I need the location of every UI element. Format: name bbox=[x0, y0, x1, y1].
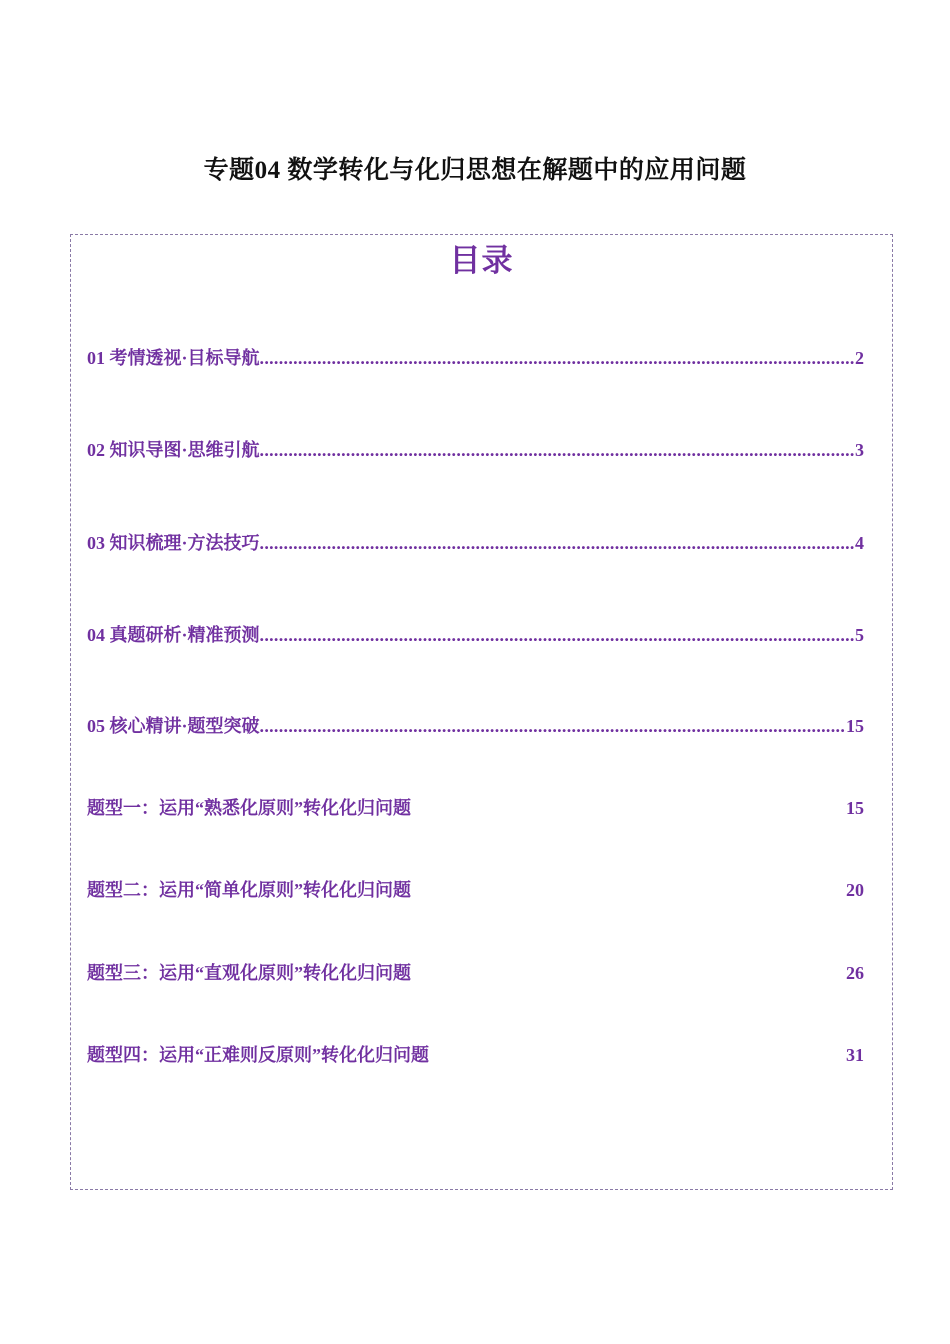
toc-entry-label: 03 知识梳理·方法技巧 bbox=[87, 533, 260, 553]
toc-entry-03[interactable] bbox=[87, 531, 864, 555]
toc-leader-dots bbox=[260, 438, 855, 462]
toc-entry-label: 05 核心精讲·题型突破 bbox=[87, 716, 260, 736]
toc-entry-04[interactable] bbox=[87, 623, 864, 647]
toc-entry-page: 15 bbox=[846, 716, 864, 736]
document-title: 专题04 数学转化与化归思想在解题中的应用问题 bbox=[203, 157, 747, 184]
toc-entry-page: 3 bbox=[855, 440, 864, 460]
toc-heading: 目录 bbox=[449, 243, 514, 279]
toc-leader-dots bbox=[260, 714, 846, 738]
toc-subentry-label: 题型三：运用“直观化原则”转化化归问题 bbox=[87, 963, 411, 983]
toc-subentry-label: 题型一：运用“熟悉化原则”转化化归问题 bbox=[87, 798, 411, 818]
toc-subentry-label: 题型四：运用“正难则反原则”转化化归问题 bbox=[87, 1045, 429, 1065]
toc-entry-02[interactable] bbox=[87, 438, 864, 462]
toc-subentry-label: 题型二：运用“简单化原则”转化化归问题 bbox=[87, 880, 411, 900]
toc-entry-page: 4 bbox=[855, 533, 864, 553]
toc-subentry-page: 31 bbox=[846, 1045, 864, 1065]
toc-subentry-2[interactable] bbox=[87, 878, 864, 902]
toc-entry-label: 01 考情透视·目标导航 bbox=[87, 348, 260, 368]
toc-subentry-page: 15 bbox=[846, 798, 864, 818]
toc-subentry-page: 20 bbox=[846, 880, 864, 900]
table-of-contents bbox=[70, 234, 893, 1190]
toc-subentry-page: 26 bbox=[846, 963, 864, 983]
toc-entry-page: 5 bbox=[855, 625, 864, 645]
toc-subentry-4[interactable] bbox=[87, 1043, 864, 1067]
toc-subentry-3[interactable] bbox=[87, 961, 864, 985]
toc-entry-label: 02 知识导图·思维引航 bbox=[87, 440, 260, 460]
toc-entry-label: 04 真题研析·精准预测 bbox=[87, 625, 260, 645]
toc-entry-05[interactable] bbox=[87, 714, 864, 738]
toc-leader-dots bbox=[260, 623, 855, 647]
toc-leader-dots bbox=[260, 531, 855, 555]
toc-entry-01[interactable] bbox=[87, 346, 864, 370]
toc-entry-page: 2 bbox=[855, 348, 864, 368]
toc-subentry-1[interactable] bbox=[87, 796, 864, 820]
toc-leader-dots bbox=[260, 346, 855, 370]
